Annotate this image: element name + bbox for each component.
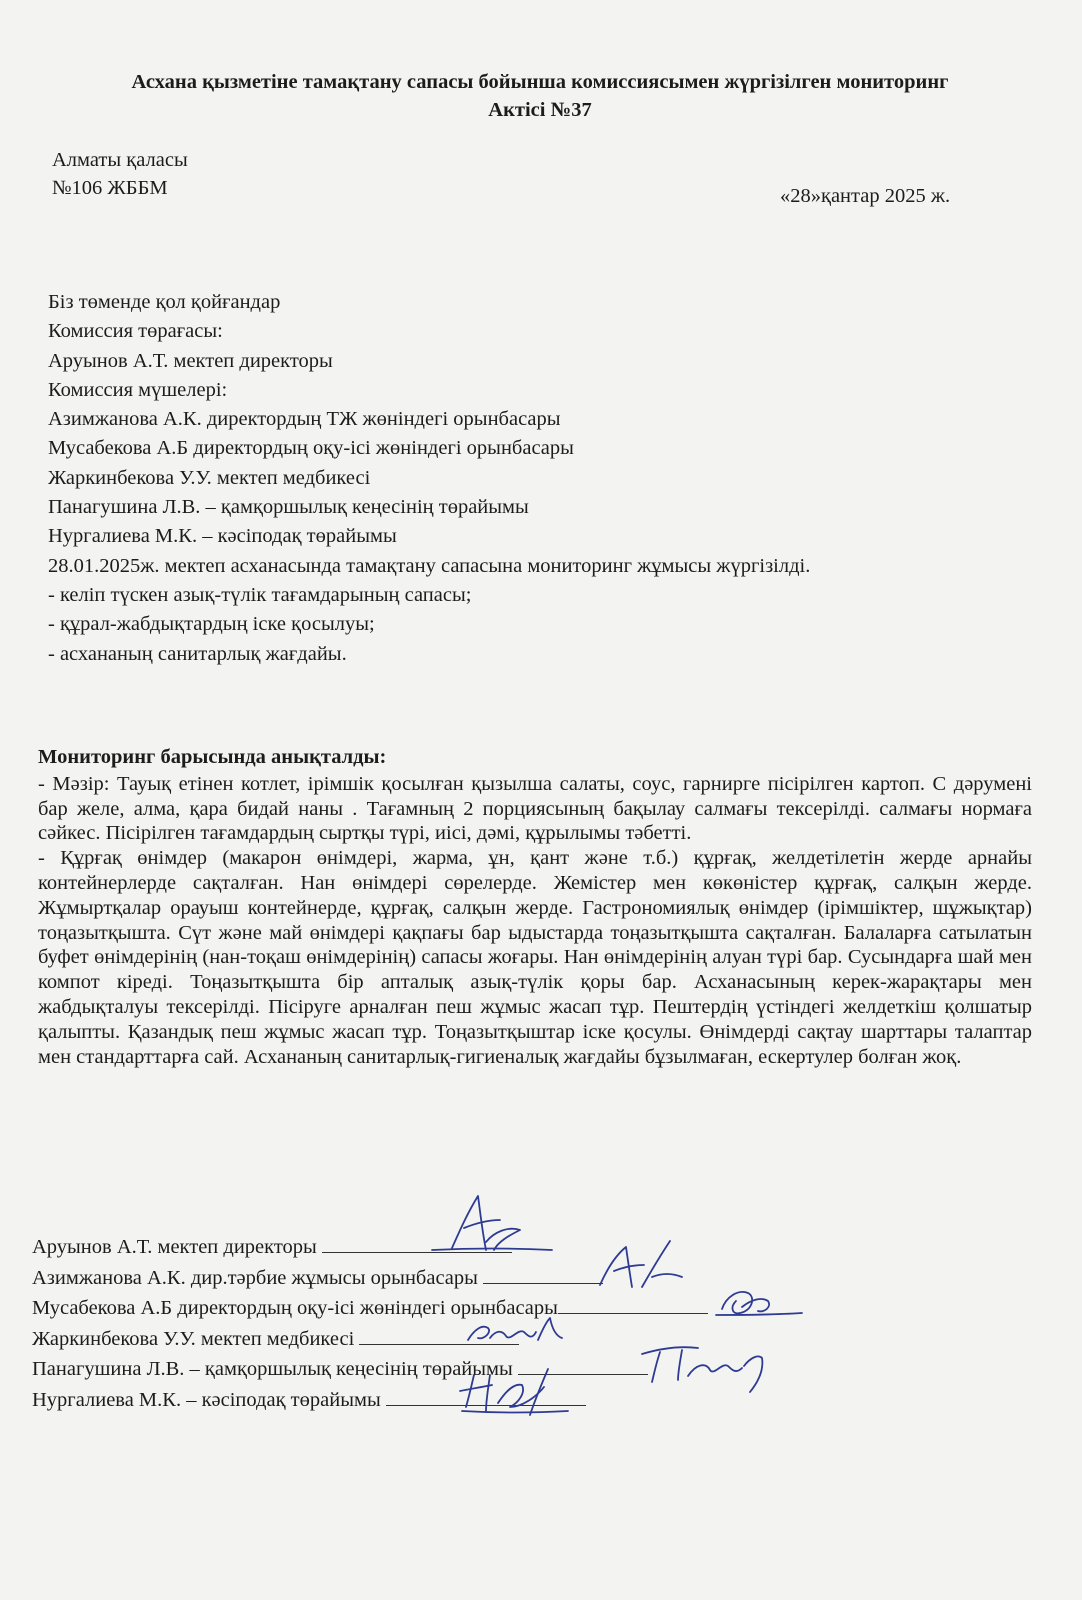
signature-row [32,1263,708,1294]
intro-line: Комиссия мүшелері: [48,378,228,401]
document-title [60,68,1020,124]
findings-heading: Мониторинг барысында анықталды: [38,746,387,768]
findings-paragraph: - Құрғақ өнімдер (макарон өнімдері, жарма, ұн, қант және т.б.) құрғақ, желдетілетін жерде арнайы контейнерлерде сақталған. Нан өнімдері сөрелерде. Жемістер мен көкөністер құрғақ, салқын жерде. Жұмыртқалар орауыш контейнерде, құрғақ, салқын жерде. Гастрономиялық өнімдер (ірімшіктер, шұжықтар) тоңазытқышта. Сүт және май өнімдері қақпағы бар ыдыстарда тоңазытқышта сақталған. Балаларға сатылатын буфет өнімдерінің (нан-тоқаш өнімдерінің) сапасы жоғары. Нан өнімдерінің алуан түрі бар. Сусындарға шай мен компот кіреді. Тоңазытқышта бір апталық азық-түлік қоры бар. Асханасының керек-жарақтары мен жабдықталуы тексерілді. Пісіруге арналған пеш жұмыс жасап тұр. Пештердің үстіндегі желдеткіш қолшатыр қалыпты. Қазандық пеш жұмыс жасап тұр. Тоңазытқыштар іске қосулы. Өнімдерді сақтау шарттары талаптар мен стандарттарға сай. Асхананың санитарлық-гигиеналық жағдайы бұзылмаған, ескертулер болған жоқ. [38,847,1032,1068]
title-line-2: Актісі №37 [488,99,592,121]
intro-section [48,288,810,669]
signatory-label: Аруынов А.Т. мектеп директоры [32,1236,322,1258]
signatory-label: Жаркинбекова У.У. мектеп медбикесі [32,1327,360,1350]
intro-line: - асхананың санитарлық жағдайы. [48,642,347,665]
signature-row [32,1324,708,1355]
intro-line: Нургалиева М.К. – кәсіподақ төрайымы [48,525,397,548]
signature-line [558,1295,708,1314]
handwritten-signature-icon [712,1279,812,1323]
signature-line [359,1326,519,1345]
signature-block [32,1232,708,1415]
signature-row [32,1232,708,1263]
signature-line [386,1387,586,1406]
intro-line: Мусабекова А.Б директордың оқу-ісі жөніндегі орынбасары [48,437,574,460]
signature-line [518,1356,648,1375]
findings-section [38,745,1032,1069]
signature-line [322,1234,512,1253]
findings-paragraph: - Мәзір: Тауық етінен котлет, ірімшік қосылған қызылша салаты, соус, гарнирге пісірілген картоп. С дәрумені бар желе, алма, қара бидай наны . Тағамның 2 порциясының бақылау салмағы тексерілді. салмағы нормаға сәйкес. Пісірілген тағамдардың сыртқы түрі, иісі, дәмі, құрылымы тәбетті. [38,772,1032,845]
signatory-label: Мусабекова А.Б директордың оқу-ісі жөніндегі орынбасары [32,1297,558,1319]
city-label: Алматы қаласы [52,149,188,171]
signatory-label: Панагушина Л.В. – қамқоршылық кеңесінің төрайымы [32,1358,518,1380]
act-date: «28»қантар 2025 ж. [780,185,951,207]
intro-line: - келіп түскен азық-түлік тағамдарының сапасы; [48,583,472,606]
signature-row [32,1385,708,1416]
signature-row [32,1293,708,1324]
intro-line: Панагушина Л.В. – қамқоршылық кеңесінің төрайымы [48,496,529,519]
school-label: №106 ЖББМ [52,177,168,199]
signature-row [32,1354,708,1385]
intro-line: 28.01.2025ж. мектеп асханасында тамақтану сапасына мониторинг жұмысы жүргізілді. [48,554,811,577]
signature-line [483,1265,603,1284]
signatory-label: Нургалиева М.К. – кәсіподақ төрайымы [32,1388,386,1411]
intro-line: Комиссия төрағасы: [48,320,223,343]
signatory-label: Азимжанова А.К. дир.тәрбие жұмысы орынбасары [32,1266,484,1289]
intro-line: Аруынов А.Т. мектеп директоры [48,349,333,372]
intro-line: - құрал-жабдықтардың іске қосылуы; [48,613,375,636]
intro-line: Біз төменде қол қойғандар [48,291,281,313]
title-line-1: Асхана қызметіне тамақтану сапасы бойынша комиссиясымен жүргізілген мониторинг [131,71,949,93]
intro-line: Азимжанова А.К. директордың ТЖ жөніндегі орынбасары [48,408,561,431]
intro-line: Жаркинбекова У.У. мектеп медбикесі [48,466,371,489]
